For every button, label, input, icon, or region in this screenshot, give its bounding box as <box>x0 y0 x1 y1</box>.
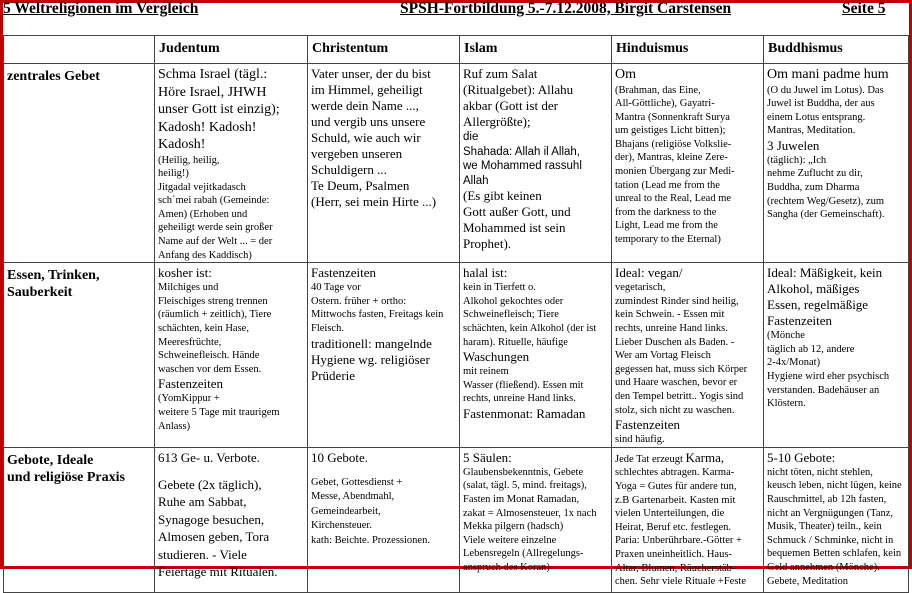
cell-text: (täglich): „Ich nehme Zuflucht zu dir, Buddha, zum Dharma (rechtem Weg/Gesetz), zum Sangha (der Gemeinschaft). <box>767 154 885 221</box>
cell-text: Milchiges und Fleischiges streng trennen (räumlich + zeitlich), Tiere schächten, kein Hase, Meeresfrüchte, Schweinefleisch. Hände waschen vor dem Essen. <box>158 282 272 375</box>
page-number: Seite 5 <box>842 0 886 17</box>
cell-text: mit reinem Wasser (fließend). Essen mit rechts, unreine Hand links. <box>463 366 584 405</box>
cell-text: Schma Israel (tägl.: Höre Israel, JHWH unser Gott ist einzig); Kadosh! Kadosh! Kadosh! <box>158 67 280 152</box>
column-header-hinduismus: Hinduismus <box>612 36 764 64</box>
cell-gebet-judentum <box>155 64 308 263</box>
cell-text: 10 Gebote. <box>311 449 369 465</box>
cell-text: Gebete (2x täglich), Ruhe am Sabbat, Synagoge besuchen, Almosen geben, Tora studieren. - Viele Feiertage mit Ritualen. <box>158 476 278 580</box>
course-info: SPSH-Fortbildung 5.-7.12.2008, Birgit Carstensen <box>400 0 732 17</box>
row-label-essen <box>4 263 155 448</box>
cell-essen-buddhismus <box>764 263 909 448</box>
cell-text: 40 Tage vor Ostern. früher + ortho: Mittwochs fasten, Freitags kein Fleisch. <box>311 282 444 335</box>
cell-gebote-judentum <box>155 447 308 592</box>
cell-text: (Es gibt keinen Gott außer Gott, und Mohammed ist sein Prophet). <box>463 188 571 251</box>
column-header-islam: Islam <box>460 36 612 64</box>
page-header <box>3 0 908 18</box>
column-header-buddhismus: Buddhismus <box>764 36 909 64</box>
cell-text: Fastenzeiten <box>311 265 376 281</box>
cell-text: (Brahman, das Eine, All-Göttliche), Gayatri- Mantra (Sonnenkraft Surya um geistiges Licht bitten); Bhajans (religiöse Volkslie- der), Mantras, kleine Zere- monien Übergang zur Medi- tation (Lead me from the unreal to the Real, Lead me from the darkness to the Light, Lead me from the temporary to the Eternal) <box>615 84 735 246</box>
row-label-gebet: zentrales Gebet <box>4 64 155 263</box>
row-label-gebote <box>4 447 155 592</box>
comparison-table <box>3 35 909 593</box>
column-header-judentum: Judentum <box>155 36 308 64</box>
cell-text: (YomKippur + weitere 5 Tage mit traurigem Anlass) <box>158 393 280 432</box>
cell-text: nicht töten, nicht stehlen, keusch leben, nicht lügen, keine Rauschmittel, ab 12h fasten, nicht an Vergnügungen (Tanz, Musik, Theater) teiln., kein Schmuck / Schminke, nicht in bequemen Betten schlafen, kein Geld annehmen (Mönche). Gebete, Meditation <box>767 466 902 587</box>
cell-essen-islam <box>460 263 612 448</box>
cell-text: Ideal: Mäßigkeit, kein Alkohol, mäßiges Essen, regelmäßige Fastenzeiten <box>767 265 883 329</box>
cell-essen-christentum <box>308 263 460 448</box>
cell-gebet-islam <box>460 64 612 263</box>
cell-essen-judentum <box>155 263 308 448</box>
cell-text: Jede Tat erzeugt <box>615 453 683 465</box>
cell-gebote-buddhismus <box>764 447 909 592</box>
cell-gebet-christentum <box>308 64 460 263</box>
column-header-christentum: Christentum <box>308 36 460 64</box>
cell-text: vegetarisch, zumindest Rinder sind heilig, kein Schwein. - Essen mit rechts, unreine Hand links. Lieber Duschen als Baden. - Wer am Vortag Fleisch gegessen hat, muss sich Körper und Haare waschen, bevor er den Tempel betritt.. Yogis sind stolz, sich nicht zu waschen. <box>615 282 748 416</box>
cell-text-line <box>615 450 760 467</box>
cell-gebet-hinduismus <box>612 64 764 263</box>
cell-essen-hinduismus <box>612 263 764 448</box>
cell-text: Vater unser, der du bist im Himmel, geheiligt werde dein Name ..., und vergib uns unsere Schuld, wie auch wir vergeben unseren Schuldigern ... Te Deum, Psalmen (Herr, sei mein Hirte ...) <box>311 66 437 209</box>
cell-text: die Shahada: Allah il Allah, we Mohammed rassuhl Allah <box>463 131 582 187</box>
cell-text: 5 Säulen: <box>463 449 512 465</box>
document-title: 5 Weltreligionen im Vergleich <box>3 0 199 17</box>
cell-text: 5-10 Gebote: <box>767 449 836 465</box>
cell-text: kein in Tierfett o. Alkohol gekochtes oder Schweinefleisch; Tiere schächten, kein Alkohol (der ist haram). Rituelle, häufige <box>463 282 597 348</box>
cell-gebote-hinduismus <box>612 447 764 592</box>
cell-text: sind häufig. <box>615 434 665 446</box>
cell-gebote-christentum <box>308 447 460 592</box>
table-header-row <box>4 36 909 64</box>
cell-text: Fastenzeiten <box>615 417 680 433</box>
cell-text: schlechtes abtragen. Karma- Yoga = Gutes für andere tun, z.B Gartenarbeit. Kasten mit vielen Unterteilungen, die Heirat, Beruf etc. festlegen. Paria: Unberührbare.-Götter + Praxen uneinheitlich. Haus- Altar, Blumen, Räucherstäb- chen. Sehr viele Rituale +Feste <box>615 467 747 588</box>
cell-text: 613 Ge- u. Verbote. <box>158 449 260 465</box>
table-row <box>4 64 909 263</box>
cell-text: halal ist: <box>463 265 508 281</box>
cell-text: Ideal: vegan/ <box>615 265 683 281</box>
cell-text: Fastenzeiten <box>158 376 223 392</box>
cell-text: Glaubensbekenntnis, Gebete (salat, tägl. 5, mind. freitags), Fasten im Monat Ramadan, zakat = Almosensteuer, 1x nach Mekka pilgern (hadsch) Viele weitere einzelne Lebensregeln (Allregelungs- anspruch des Koran) <box>463 466 597 573</box>
cell-text: Ruf zum Salat (Ritualgebet): Allahu akbar (Gott ist der Allergrößte); <box>463 66 574 129</box>
row-label-text: Essen, Trinken, Sauberkeit <box>7 268 100 301</box>
cell-gebote-islam <box>460 447 612 592</box>
cell-text: Waschungen <box>463 349 530 365</box>
cell-text: Gebet, Gottesdienst + Messe, Abendmahl, Gemeindearbeit, Kirchensteuer. kath: Beichte. Prozessionen. <box>311 476 430 546</box>
cell-text: kosher ist: <box>158 265 212 281</box>
column-header-empty <box>4 36 155 64</box>
cell-text: (O du Juwel im Lotus). Das Juwel ist Buddha, der aus einem Lotus entsprang. Mantras, Meditation. <box>767 84 884 137</box>
cell-text: Karma, <box>685 449 725 465</box>
cell-text: Om <box>615 67 636 82</box>
table-row <box>4 447 909 592</box>
cell-text: (Heilig, heilig, heilig!) Jitgadal vejitkadasch sch`mei rabah (Gemeinde: Amen) (Erhoben und geheiligt werde sein großer Name auf der Welt ... = der Anfang des Kaddisch) <box>158 154 273 261</box>
cell-text: 3 Juwelen <box>767 137 820 153</box>
cell-text: Om mani padme hum <box>767 67 889 82</box>
table-row <box>4 263 909 448</box>
cell-text: traditionell: mangelnde Hygiene wg. religiöser Prüderie <box>311 335 432 383</box>
row-label-text: Gebote, Ideale und religiöse Praxis <box>7 452 125 485</box>
cell-text: (Mönche täglich ab 12, andere 2-4x/Monat) Hygiene wird eher psychisch verstanden. Badehäuser an Klöstern. <box>767 330 890 410</box>
cell-text: Fastenmonat: Ramadan <box>463 406 586 421</box>
cell-gebet-buddhismus <box>764 64 909 263</box>
